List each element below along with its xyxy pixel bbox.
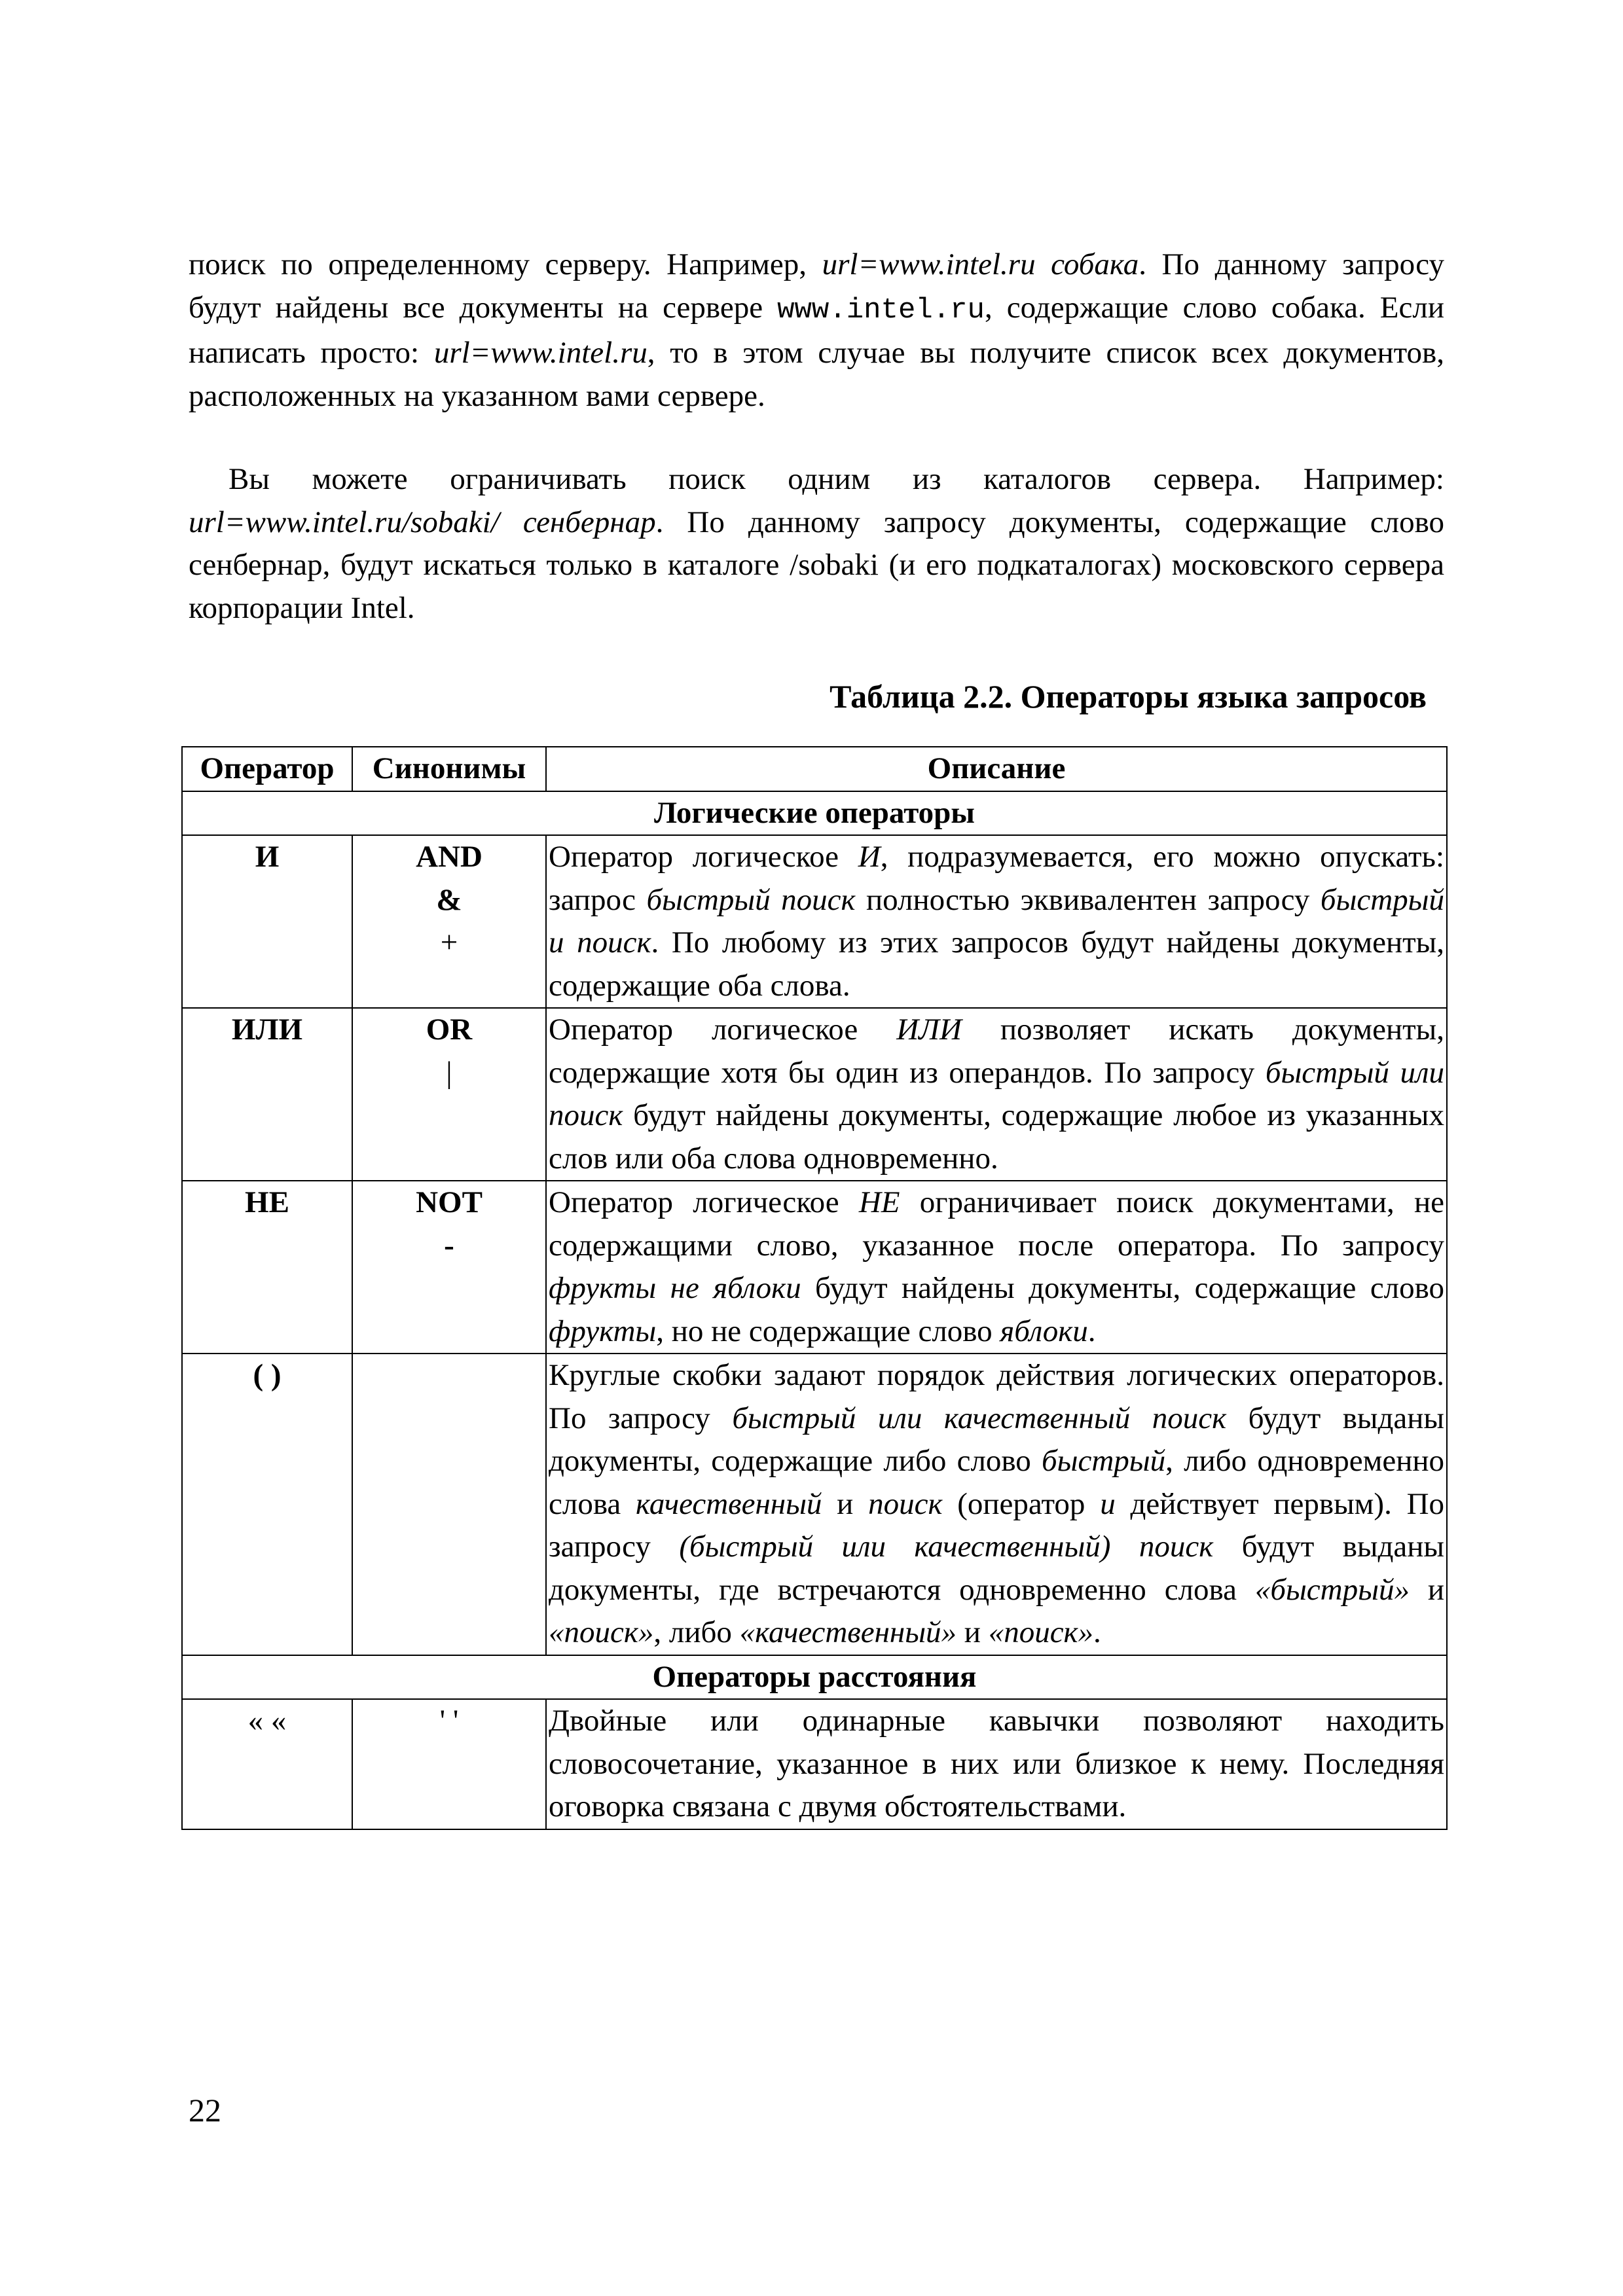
text-span: . По данному запросу документы, содержащие слово сенбернар, будут искаться только в каталоге /sobaki (и его подкаталогах) московского сервера корпорации Intel. — [189, 505, 1444, 625]
paragraph-1 — [189, 243, 1444, 418]
text-span: будут выданы документы, содержащие либо слово — [549, 1401, 1445, 1478]
operator-cell: НЕ — [182, 1181, 352, 1354]
synonyms-cell — [352, 1699, 546, 1829]
text-italic: яблоки — [1000, 1314, 1088, 1348]
operator-cell: « « — [182, 1699, 352, 1829]
synonym: - — [444, 1228, 454, 1263]
text-span: , либо — [653, 1615, 740, 1649]
text-italic: и — [1100, 1486, 1116, 1521]
text-italic: «поиск» — [549, 1615, 654, 1649]
text-italic: И — [858, 840, 881, 874]
text-span: , но не содержащие слово — [656, 1314, 1000, 1348]
operator-cell: И — [182, 835, 352, 1008]
text-italic: «быстрый» — [1254, 1572, 1410, 1607]
text-span: Вы можете ограничивать поиск одним из каталогов сервера. Например: — [228, 462, 1444, 496]
header-synonyms: Синонимы — [352, 747, 546, 791]
text-span: Круглые скобки задают порядок действия логических операторов. По запросу — [549, 1358, 1444, 1435]
header-operator: Оператор — [182, 747, 352, 791]
synonym: AND — [416, 840, 483, 874]
server-address: www.intel.ru — [777, 293, 985, 327]
text-span: . — [1087, 1314, 1096, 1348]
synonyms-cell — [352, 1008, 546, 1181]
text-span: полностью эквивалентен запросу — [855, 882, 1321, 917]
text-span: действует первым). По запросу — [549, 1486, 1445, 1564]
paragraph-2 — [189, 458, 1444, 630]
description-cell — [546, 835, 1447, 1008]
table-row — [182, 1008, 1447, 1181]
text-italic: быстрый поиск — [646, 882, 856, 917]
text-italic: «качественный» — [739, 1615, 957, 1649]
synonym: NOT — [416, 1185, 483, 1219]
example-query: url=www.intel.ru — [433, 336, 647, 370]
text-italic: (быстрый или качественный) поиск — [679, 1530, 1214, 1564]
synonyms-cell — [352, 1181, 546, 1354]
text-span: и — [1409, 1572, 1444, 1607]
text-italic: быстрый или качественный поиск — [732, 1401, 1227, 1435]
text-span: будут найдены документы, содержащие любое из указанных слов или оба слова одновременно. — [549, 1098, 1444, 1175]
text-span: . По данному запросу будут найдены все документы на сервере — [189, 247, 1444, 325]
synonyms-cell — [352, 1354, 546, 1655]
text-span: будут найдены документы, содержащие слово — [801, 1271, 1445, 1305]
example-query: url=www.intel.ru/sobaki/ сенбернар — [189, 505, 656, 539]
text-italic: фрукты — [549, 1314, 657, 1348]
text-italic: НЕ — [858, 1185, 900, 1219]
text-span: позволяет искать документы, содержащие хотя бы один из операндов. По запросу — [549, 1013, 1444, 1090]
text-italic: быстрый и поиск — [549, 882, 1444, 960]
text-span: ограничивает поиск документами, не содержащими слово, указанное после оператора. По запросу — [549, 1185, 1444, 1263]
synonym: + — [440, 925, 458, 960]
text-span: Оператор логическое — [549, 840, 858, 874]
text-span: , подразумевается, его можно опускать: запрос — [549, 840, 1444, 917]
text-span: Оператор логическое — [549, 1013, 897, 1047]
text-italic: «поиск» — [988, 1615, 1094, 1649]
text-span: поиск по определенному серверу. Например, — [189, 247, 822, 281]
section-logical: Логические операторы — [182, 791, 1447, 836]
operators-table — [181, 746, 1448, 1830]
text-span: и — [957, 1615, 989, 1649]
table-row — [182, 1181, 1447, 1354]
synonym: OR — [426, 1013, 473, 1047]
table-row — [182, 835, 1447, 1008]
page-number: 22 — [189, 2092, 221, 2128]
description-cell — [546, 1354, 1447, 1655]
text-span: и — [822, 1486, 869, 1521]
table-header-row — [182, 747, 1447, 791]
synonym: ' ' — [439, 1704, 459, 1738]
text-span: (оператор — [942, 1486, 1101, 1521]
operator-cell: ( ) — [182, 1354, 352, 1655]
description-cell — [546, 1008, 1447, 1181]
text-italic: поиск — [868, 1486, 943, 1521]
section-distance: Операторы расстояния — [182, 1655, 1447, 1700]
operator-cell: ИЛИ — [182, 1008, 352, 1181]
description-cell — [546, 1181, 1447, 1354]
example-query: url=www.intel.ru собака — [822, 247, 1139, 281]
synonym: | — [446, 1055, 452, 1090]
table-caption: Таблица 2.2. Операторы языка запросов — [830, 678, 1427, 715]
text-span: , либо одновременно слова — [549, 1444, 1444, 1521]
text-span: . По любому из этих запросов будут найдены документы, содержащие оба слова. — [549, 925, 1444, 1003]
text-span: будут выданы документы, где встречаются одновременно слова — [549, 1530, 1445, 1607]
text-italic: быстрый или поиск — [549, 1055, 1444, 1132]
text-span: Оператор логическое — [549, 1185, 859, 1219]
section-row — [182, 1655, 1447, 1700]
synonyms-cell — [352, 835, 546, 1008]
synonym: & — [436, 882, 462, 917]
text-italic: фрукты не яблоки — [549, 1271, 801, 1305]
text-span: . — [1093, 1615, 1101, 1649]
table-row — [182, 1354, 1447, 1655]
header-description: Описание — [546, 747, 1447, 791]
text-span: Двойные или одинарные кавычки позволяют находить словосочетание, указанное в них или близкое к нему. Последняя оговорка связана с двумя обстоятельствами. — [549, 1704, 1444, 1823]
text-italic: ИЛИ — [896, 1013, 962, 1047]
table-row — [182, 1699, 1447, 1829]
text-italic: быстрый — [1042, 1444, 1166, 1478]
description-cell — [546, 1699, 1447, 1829]
text-italic: качественный — [636, 1486, 822, 1521]
text-span: , содержащие слово собака. Если написать просто: — [189, 290, 1444, 370]
text-span: , то в этом случае вы получите список всех документов, расположенных на указанном вами сервере. — [189, 336, 1444, 413]
section-row — [182, 791, 1447, 836]
